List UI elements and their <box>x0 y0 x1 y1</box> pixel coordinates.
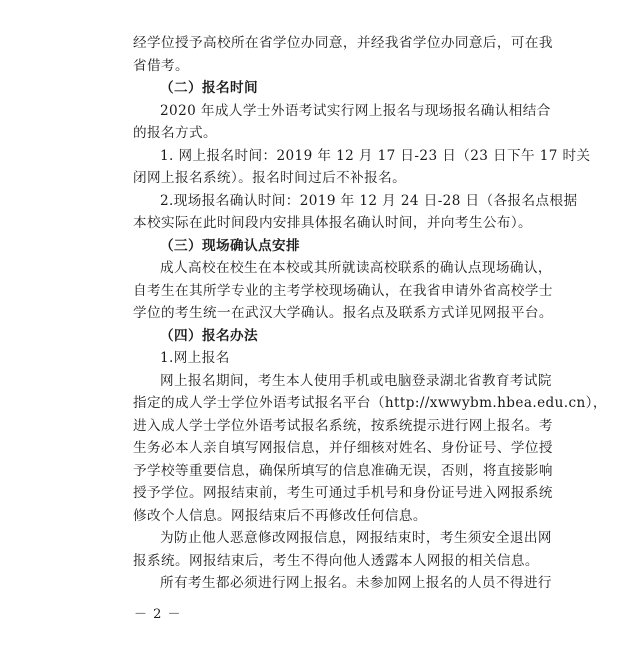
paragraph-line: 为防止他人恶意修改网报信息，网报结束时，考生须安全退出网 <box>160 530 552 546</box>
section-heading: （四）报名办法 <box>160 328 258 344</box>
paragraph-line: 省借考。 <box>133 58 189 74</box>
paragraph-line: 所有考生都必须进行网上报名。未参加网上报名的人员不得进行 <box>160 575 552 591</box>
paragraph-line: 2.现场报名确认时间：2019 年 12 月 24 日-28 日（各报名点根据 <box>160 193 578 209</box>
section-heading: （二）报名时间 <box>160 80 258 96</box>
paragraph-line: 闭网上报名系统）。报名时间过后不补报名。 <box>133 170 407 186</box>
paragraph-line: 本校实际在此时间段内安排具体报名确认时间，并向考生公布）。 <box>133 215 533 231</box>
paragraph-line: 自考生在其所学专业的主考学校现场确认，在我省申请外省高校学士 <box>133 283 553 299</box>
paragraph-line: 2020 年成人学士外语考试实行网上报名与现场报名确认相结合 <box>160 103 551 119</box>
paragraph-line: 予学校等重要信息，确保所填写的信息准确无误，否则，将直接影响 <box>133 463 553 479</box>
paragraph-line: 指定的成人学士学位外语考试报名平台（http://xwwybm.hbea.edu.cn）， <box>133 395 607 411</box>
paragraph-line: 进入成人学士学位外语考试报名系统，按系统提示进行网上报名。考 <box>133 418 553 434</box>
paragraph-line: 生务必本人亲自填写网报信息，并仔细核对姓名、身份证号、学位授 <box>133 440 553 456</box>
paragraph-line: 学位的考生统一在武汉大学确认。报名点及联系方式详见网报平台。 <box>133 305 553 321</box>
paragraph-line: 经学位授予高校所在省学位办同意，并经我省学位办同意后，可在我 <box>133 35 553 51</box>
section-heading: （三）现场确认点安排 <box>160 238 300 254</box>
paragraph-line: 报系统。网报结束后，考生不得向他人透露本人网报的相关信息。 <box>133 553 539 569</box>
page-number: － 2 － <box>134 607 182 622</box>
paragraph-line: 的报名方式。 <box>133 125 217 141</box>
paragraph-line: 1. 网上报名时间：2019 年 12 月 17 日-23 日（23 日下午 17 时关 <box>160 148 591 164</box>
paragraph-line: 授予学位。网报结束前，考生可通过手机号和身份证号进入网报系统 <box>133 485 553 501</box>
paragraph-line: 修改个人信息。网报结束后不再修改任何信息。 <box>133 508 427 524</box>
paragraph-line: 网上报名期间，考生本人使用手机或电脑登录湖北省教育考试院 <box>160 373 552 389</box>
subsection-heading: 1.网上报名 <box>160 350 230 366</box>
paragraph-line: 成人高校在校生在本校或其所就读高校联系的确认点现场确认， <box>160 260 552 276</box>
